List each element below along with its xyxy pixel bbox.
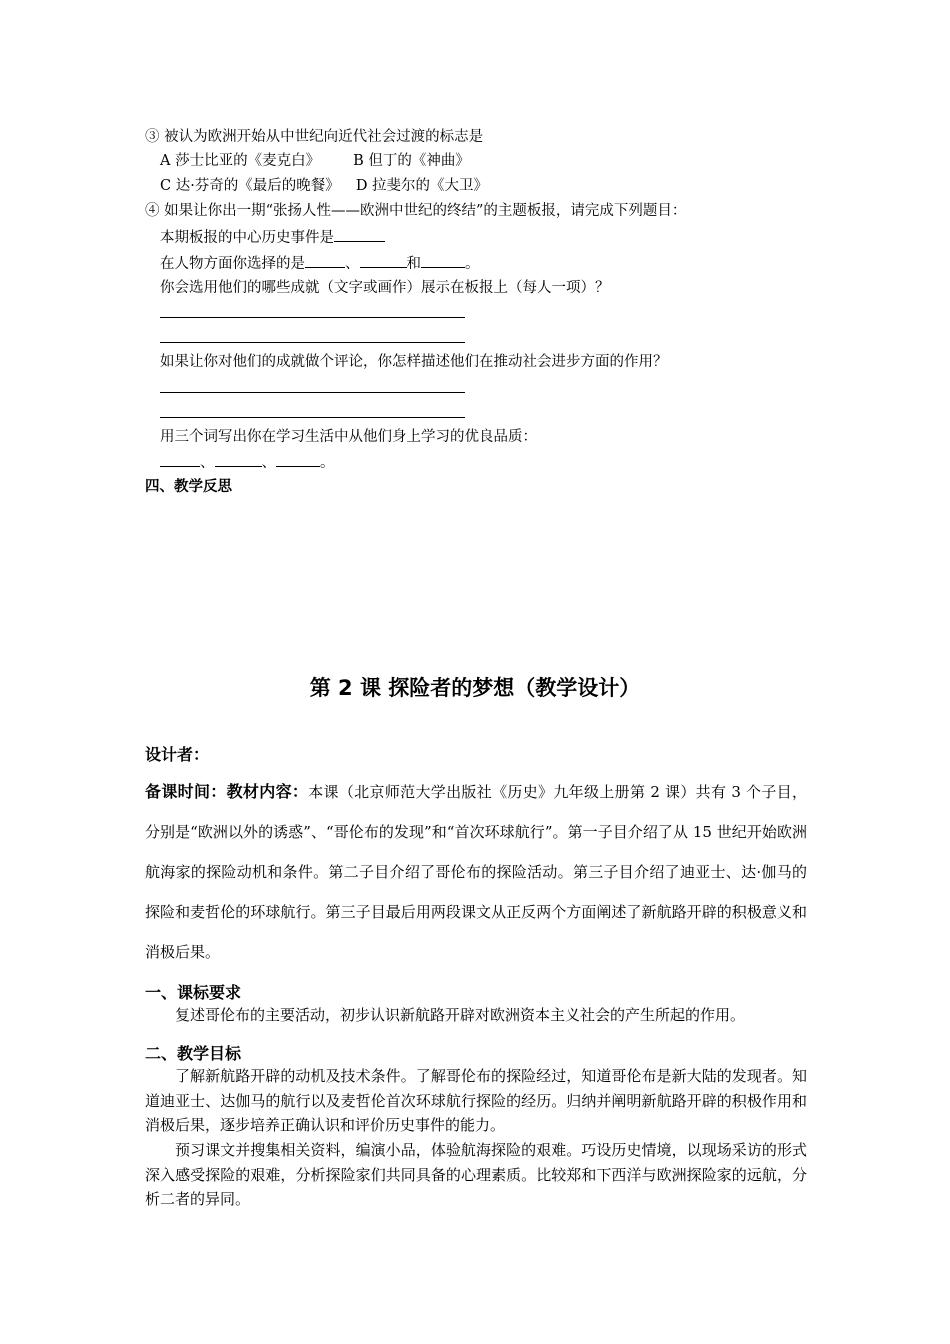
q3-option-a: A 莎士比亚的《麦克白》 <box>160 153 321 169</box>
q4-qualities-line <box>160 452 335 473</box>
q4-qualities-prompt: 用三个词写出你在学习生活中从他们身上学习的优良品质： <box>160 429 537 445</box>
answer-blank[interactable] <box>360 253 407 268</box>
answer-line[interactable] <box>160 392 465 393</box>
answer-line[interactable] <box>160 342 465 343</box>
q3-options-row1 <box>160 151 470 171</box>
answer-blank[interactable] <box>334 227 385 242</box>
q3-option-b: B 但丁的《神曲》 <box>353 153 470 169</box>
q4-center-event-label: 本期板报的中心历史事件是 <box>160 230 334 246</box>
separator: 、 <box>261 455 276 471</box>
section2-paragraph-1: 了解新航路开辟的动机及技术条件。了解哥伦布的探险经过，知道哥伦布是新大陆的发现者。知道迪亚士、达伽马的航行以及麦哲伦首次环球航行探险的经历。归纳并阐明新航路开辟的积极作用和消极后果，逐步培养正确认识和评价历史事件的能力。 <box>145 1067 807 1134</box>
q4-persons-line <box>160 253 480 274</box>
answer-line[interactable] <box>160 417 465 418</box>
separator: 和 <box>406 256 421 272</box>
q4-center-event-line <box>160 227 385 248</box>
section1-heading: 一、课标要求 <box>145 983 242 1002</box>
content-paragraph <box>145 772 807 972</box>
separator: 、 <box>345 256 360 272</box>
lesson-title: 第 2 课 探险者的梦想（教学设计） <box>309 676 641 700</box>
q3-options-row2 <box>160 176 488 196</box>
q4-comment-prompt: 如果让你对他们的成就做个评论，你怎样描述他们在推动社会进步方面的作用？ <box>160 354 668 370</box>
section2-paragraph-2: 预习课文并搜集相关资料，编演小品，体验航海探险的艰难。巧设历史情境，以现场采访的形式深入感受探险的艰难，分析探险家们共同具备的心理素质。比较郑和下西洋与欧洲探险家的远航，分析二者的异同。 <box>145 1141 807 1208</box>
period: 。 <box>320 455 335 471</box>
answer-blank[interactable] <box>160 452 200 467</box>
section2-heading: 二、教学目标 <box>145 1044 242 1063</box>
q4-question: ④ 如果让你出一期“张扬人性——欧洲中世纪的终结”的主题板报，请完成下列题目： <box>145 203 687 219</box>
answer-blank[interactable] <box>215 452 262 467</box>
content-label: 教材内容： <box>226 782 309 801</box>
answer-blank[interactable] <box>305 253 345 268</box>
separator: 、 <box>200 455 215 471</box>
answer-blank[interactable] <box>421 253 465 268</box>
q3-option-c: C 达·芬奇的《最后的晚餐》 <box>160 178 340 194</box>
prep-time-label: 备课时间： <box>145 782 227 801</box>
content-text: 本课（北京师范大学出版社《历史》九年级上册第 2 课）共有 3 个子目，分别是“欧洲以外的诱惑”、“哥伦布的发现”和“首次环球航行”。第一子目介绍了从 15 世纪开始欧洲航海家的探险动机和条件。第二子目介绍了哥伦布的探险活动。第三子目介绍了迪亚士、达·伽马的探险和麦哲伦的环球航行。第三子目最后用两段课文从正反两个方面阐述了新航路开辟的积极意义和消极后果。 <box>145 783 807 961</box>
q3-option-d: D 拉斐尔的《大卫》 <box>355 178 489 194</box>
section4-heading: 四、教学反思 <box>145 479 232 495</box>
section1-text: 复述哥伦布的主要活动，初步认识新航路开辟对欧洲资本主义社会的产生所起的作用。 <box>175 1006 746 1024</box>
designer-label: 设计者： <box>145 745 210 764</box>
q4-achievements-prompt: 你会选用他们的哪些成就（文字或画作）展示在板报上（每人一项）？ <box>160 280 610 296</box>
answer-blank[interactable] <box>276 452 320 467</box>
q3-question: ③ 被认为欧洲开始从中世纪向近代社会过渡的标志是 <box>145 129 484 145</box>
period: 。 <box>465 256 480 272</box>
answer-line[interactable] <box>160 317 465 318</box>
q4-persons-label: 在人物方面你选择的是 <box>160 256 305 272</box>
